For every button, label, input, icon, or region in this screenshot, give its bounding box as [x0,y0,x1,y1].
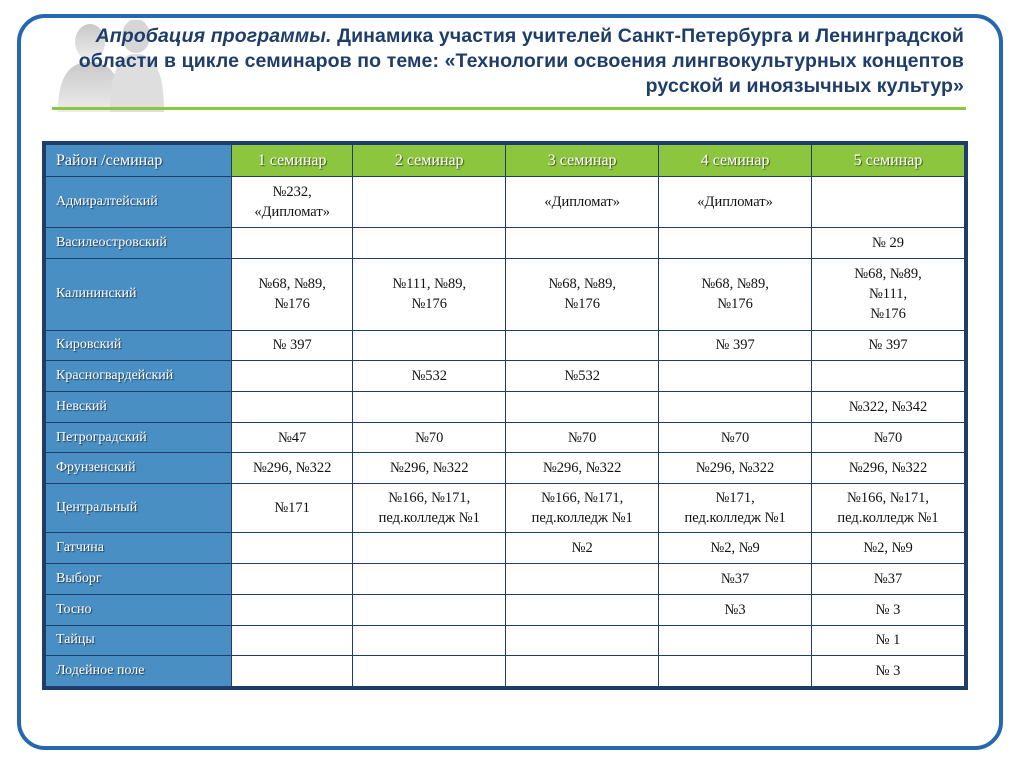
table-cell [659,361,812,392]
table-cell [353,330,506,361]
table-row [46,625,965,656]
header-seminar: 1 семинар [232,145,353,177]
header-seminar: 2 семинар [353,145,506,177]
table-cell: № 3 [812,594,965,625]
row-district-label: Тосно [46,594,232,625]
table-cell: №111, №89, №176 [353,258,506,330]
table-cell: №532 [506,361,659,392]
table-cell: №296, №322 [812,453,965,484]
table-cell: №70 [353,422,506,453]
table-cell [232,392,353,423]
table-row [46,656,965,687]
table-row [46,594,965,625]
row-district-label: Центральный [46,484,232,533]
table-cell [812,177,965,228]
header-seminar: 3 семинар [506,145,659,177]
table-cell [353,228,506,259]
row-district-label: Калининский [46,258,232,330]
row-district-label: Адмиралтейский [46,177,232,228]
row-district-label: Василеостровский [46,228,232,259]
table-row [46,330,965,361]
table-cell: «Дипломат» [659,177,812,228]
table-header-row [46,145,965,177]
table-row [46,453,965,484]
table-cell [232,625,353,656]
header-seminar: 5 семинар [812,145,965,177]
table-cell [232,594,353,625]
table-cell [506,228,659,259]
table-cell: №296, №322 [353,453,506,484]
table-cell: №232, «Дипломат» [232,177,353,228]
table-cell [812,361,965,392]
table-cell: №296, №322 [506,453,659,484]
table-cell: №166, №171, пед.колледж №1 [353,484,506,533]
table-cell [659,625,812,656]
table-cell: №68, №89, №111, №176 [812,258,965,330]
table-cell: №47 [232,422,353,453]
seminar-table [45,144,965,687]
table-cell: № 397 [659,330,812,361]
table-cell: №532 [353,361,506,392]
table-row [46,361,965,392]
table-cell: №2, №9 [812,533,965,564]
row-district-label: Невский [46,392,232,423]
table-cell: №68, №89, №176 [232,258,353,330]
table-cell: №2 [506,533,659,564]
table-cell: №70 [659,422,812,453]
table-cell [353,656,506,687]
table-row [46,422,965,453]
table-cell: №37 [659,564,812,595]
table-cell [353,594,506,625]
table-cell [353,533,506,564]
table-cell [659,392,812,423]
table-cell [232,564,353,595]
table-cell [506,656,659,687]
table-row [46,484,965,533]
table-body [46,177,965,687]
table-cell: №37 [812,564,965,595]
table-cell: № 397 [812,330,965,361]
table-cell [506,594,659,625]
table-cell: №296, №322 [232,453,353,484]
table-cell: № 29 [812,228,965,259]
table-cell [232,533,353,564]
table-row [46,533,965,564]
table-row [46,564,965,595]
table-cell [506,564,659,595]
table-cell [659,656,812,687]
row-district-label: Гатчина [46,533,232,564]
row-district-label: Лодейное поле [46,656,232,687]
table-cell: № 1 [812,625,965,656]
table-cell: №3 [659,594,812,625]
table-cell: №171, пед.колледж №1 [659,484,812,533]
row-district-label: Красногвардейский [46,361,232,392]
table-cell: №322, №342 [812,392,965,423]
table-cell [353,625,506,656]
header-district: Район /семинар [46,145,232,177]
table-cell: №68, №89, №176 [659,258,812,330]
row-district-label: Кировский [46,330,232,361]
table-cell [353,177,506,228]
title-rest: Динамика участия учителей Санкт-Петербурга и Ленинградской области в цикле семинаров по теме: «Технологии освоения лингвокультурных концептов русской и иноязычных культур» [78,25,964,97]
table-cell [353,564,506,595]
table-cell: №70 [812,422,965,453]
title-italic: Апробация программы. [95,25,332,47]
table-row [46,392,965,423]
table-cell: №166, №171, пед.колледж №1 [506,484,659,533]
table-cell [232,228,353,259]
table-cell [659,228,812,259]
table-cell [353,392,506,423]
table-row [46,177,965,228]
row-district-label: Выборг [46,564,232,595]
seminar-table-wrap [42,141,968,690]
header-seminar: 4 семинар [659,145,812,177]
table-cell: № 3 [812,656,965,687]
table-row [46,228,965,259]
table-cell: №166, №171, пед.колледж №1 [812,484,965,533]
table-cell [506,330,659,361]
row-district-label: Фрунзенский [46,453,232,484]
row-district-label: Тайцы [46,625,232,656]
table-cell: «Дипломат» [506,177,659,228]
row-district-label: Петроградский [46,422,232,453]
table-cell: №2, №9 [659,533,812,564]
table-cell: №171 [232,484,353,533]
table-cell [232,656,353,687]
table-cell: №296, №322 [659,453,812,484]
table-cell: №70 [506,422,659,453]
table-cell [506,625,659,656]
table-cell: №68, №89, №176 [506,258,659,330]
page-title [70,24,964,99]
table-cell [506,392,659,423]
table-cell: № 397 [232,330,353,361]
table-row [46,258,965,330]
table-cell [232,361,353,392]
title-divider [52,107,966,110]
